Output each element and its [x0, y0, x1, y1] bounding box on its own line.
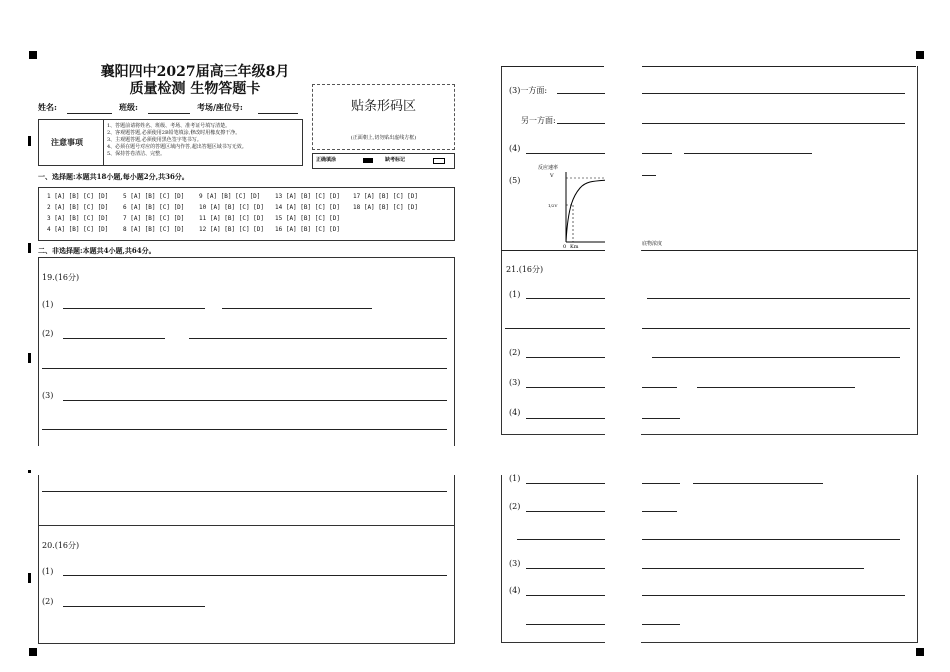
- q20-part4-label: (4): [509, 144, 521, 153]
- notice-item: 2、客观题答题,必须使用2B铅笔填涂,修改时用橡皮擦干净。: [107, 130, 241, 136]
- q21-box: [501, 250, 918, 435]
- notice-items: [107, 123, 247, 158]
- q20-other-answer-line[interactable]: [642, 123, 905, 124]
- graph-km-label: Km: [570, 244, 579, 250]
- q19-part1-answer-line[interactable]: [63, 308, 205, 309]
- q22-part3-answer-line[interactable]: [642, 568, 864, 569]
- q21-divider: [501, 250, 605, 251]
- notice-item: 4、必须在题号对应的答题区域内作答,超出答题区域书写无效。: [107, 144, 247, 150]
- q19-box: [38, 257, 455, 446]
- graph-curve: [566, 180, 608, 242]
- notice-item: 3、主观题答题,必须使用黑色签字笔书写。: [107, 137, 202, 143]
- corner-mark-bottom-right: [916, 648, 924, 656]
- q22-part3-answer-line[interactable]: [526, 568, 605, 569]
- q21-part4-answer-line[interactable]: [526, 418, 605, 419]
- corner-mark-bottom-left: [29, 648, 37, 656]
- q21-part1-answer-line[interactable]: [642, 328, 910, 329]
- q22-part1-answer-line[interactable]: [526, 483, 605, 484]
- title-line-1: 襄阳四中2027届高三年级8月: [100, 64, 290, 80]
- choice-item[interactable]: 9 [A] [B] [C] [D]: [199, 193, 261, 200]
- page-break-gap: [36, 446, 456, 474]
- q22-part4-answer-line[interactable]: [526, 624, 605, 625]
- choice-item[interactable]: 1 [A] [B] [C] [D]: [47, 193, 109, 200]
- q22-part2-answer-line[interactable]: [642, 539, 900, 540]
- room-label: 考场/座位号:: [197, 102, 243, 112]
- missing-mark-label: 缺考标记: [385, 157, 406, 163]
- q19-part2-answer-line[interactable]: [42, 368, 447, 369]
- q22-part2-label: (2): [509, 502, 521, 511]
- q19-part3-answer-line[interactable]: [42, 429, 447, 430]
- q20-part3-answer-line[interactable]: [557, 93, 605, 94]
- side-mark: [28, 353, 31, 363]
- q21-part1-answer-line[interactable]: [647, 298, 910, 299]
- kinetics-graph: [528, 160, 608, 250]
- name-label: 姓名:: [38, 102, 57, 112]
- q22-part4-answer-line[interactable]: [642, 595, 905, 596]
- choice-item[interactable]: 6 [A] [B] [C] [D]: [123, 204, 185, 211]
- q20-other-label: 另一方面:: [521, 116, 556, 125]
- class-label: 班级:: [119, 102, 138, 112]
- class-field[interactable]: [148, 113, 190, 114]
- barcode-note: (正面朝上,切勿贴出虚线方框): [350, 135, 417, 141]
- choice-item[interactable]: 13 [A] [B] [C] [D]: [275, 193, 341, 200]
- side-mark: [28, 136, 31, 146]
- q20-part4-answer-line[interactable]: [642, 153, 672, 154]
- notice-box: [38, 119, 303, 166]
- section2-heading: 二、非选择题:本题共4小题,共64分。: [38, 246, 156, 255]
- room-field[interactable]: [258, 113, 298, 114]
- q22-part1-label: (1): [509, 474, 521, 483]
- q19-title: 19.(16分): [42, 273, 80, 282]
- q20-part4-answer-line[interactable]: [684, 153, 812, 154]
- q20-part2-answer-line[interactable]: [63, 606, 205, 607]
- q21-part4-label: (4): [509, 408, 521, 417]
- side-mark: [28, 470, 31, 473]
- corner-mark-top-right: [916, 51, 924, 59]
- q21-part3-answer-line[interactable]: [697, 387, 855, 388]
- q21-part1-answer-line[interactable]: [526, 298, 605, 299]
- q21-part3-answer-line[interactable]: [642, 387, 677, 388]
- name-field[interactable]: [67, 113, 112, 114]
- choice-item[interactable]: 5 [A] [B] [C] [D]: [123, 193, 185, 200]
- section1-heading: 一、选择题:本题共18小题,每小题2分,共36分。: [38, 172, 189, 181]
- q19-part1-answer-line[interactable]: [222, 308, 372, 309]
- graph-vmax-label: V: [550, 173, 554, 179]
- q22-part4-label: (4): [509, 586, 521, 595]
- q22-part2-answer-line[interactable]: [526, 511, 605, 512]
- q20-part1-answer-line[interactable]: [63, 575, 447, 576]
- fill-example-box: [312, 153, 455, 169]
- q21-part2-answer-line[interactable]: [652, 357, 900, 358]
- graph-origin-label: 0: [563, 244, 567, 250]
- title-line-2: 质量检测 生物答题卡: [129, 81, 261, 97]
- q20-other-answer-line[interactable]: [557, 123, 605, 124]
- choice-item[interactable]: 3 [A] [B] [C] [D]: [47, 215, 109, 222]
- q21-part3-answer-line[interactable]: [526, 387, 605, 388]
- q21-part2-answer-line[interactable]: [526, 357, 605, 358]
- q21-part1-answer-line[interactable]: [505, 328, 605, 329]
- q20-part5-answer-line[interactable]: [642, 175, 656, 176]
- q20-part3-answer-line[interactable]: [642, 93, 905, 94]
- side-mark: [28, 573, 31, 583]
- q21-part2-label: (2): [509, 348, 521, 357]
- side-mark: [28, 243, 31, 253]
- choice-item[interactable]: 16 [A] [B] [C] [D]: [275, 226, 341, 233]
- corner-mark-top-left: [29, 51, 37, 59]
- barcode-area: [312, 84, 455, 150]
- q22-part4-answer-line[interactable]: [526, 595, 605, 596]
- q20-title: 20.(16分): [42, 541, 80, 550]
- q19-continued-box: [38, 475, 455, 525]
- choice-item[interactable]: 17 [A] [B] [C] [D]: [353, 193, 419, 200]
- q22-box: [501, 475, 918, 643]
- q19-part1-label: (1): [42, 300, 54, 309]
- notice-item: 1、答题前请将姓名、班级、考场、准考证号填写清楚。: [107, 123, 231, 129]
- choice-item[interactable]: 8 [A] [B] [C] [D]: [123, 226, 185, 233]
- choice-item[interactable]: 4 [A] [B] [C] [D]: [47, 226, 109, 233]
- q19-part2-label: (2): [42, 329, 54, 338]
- q19-part3-answer-line[interactable]: [42, 491, 447, 492]
- notice-label: 注意事项: [51, 137, 83, 147]
- correct-fill-swatch: [363, 158, 373, 163]
- column-gap: [605, 60, 641, 660]
- q22-part1-answer-line[interactable]: [693, 483, 823, 484]
- q21-part3-label: (3): [509, 378, 521, 387]
- notice-item: 5、保持答卷清洁、完整。: [107, 151, 166, 157]
- choice-item[interactable]: 18 [A] [B] [C] [D]: [353, 204, 419, 211]
- choice-item[interactable]: 11 [A] [B] [C] [D]: [199, 215, 265, 222]
- q22-part4-answer-line[interactable]: [642, 624, 680, 625]
- right-col-top-edge: [642, 66, 916, 67]
- q20-part2-label: (2): [42, 597, 54, 606]
- q20-part5-label: (5): [509, 176, 521, 185]
- q20-part1-label: (1): [42, 567, 54, 576]
- graph-xlabel: 底物浓度: [642, 241, 663, 247]
- q19-part3-answer-line[interactable]: [63, 400, 447, 401]
- q19-part2-answer-line[interactable]: [189, 338, 447, 339]
- choice-item[interactable]: 15 [A] [B] [C] [D]: [275, 215, 341, 222]
- q22-part2-answer-line[interactable]: [642, 511, 677, 512]
- q22-part3-label: (3): [509, 559, 521, 568]
- choice-item[interactable]: 14 [A] [B] [C] [D]: [275, 204, 341, 211]
- correct-fill-label: 正确填涂: [316, 157, 337, 163]
- q19-part2-answer-line[interactable]: [63, 338, 165, 339]
- q21-title: 21.(16分): [506, 265, 544, 274]
- barcode-title: 贴条形码区: [350, 99, 416, 114]
- q22-part1-answer-line[interactable]: [642, 483, 680, 484]
- choice-item[interactable]: 2 [A] [B] [C] [D]: [47, 204, 109, 211]
- missing-mark-box[interactable]: [433, 158, 445, 164]
- choice-item[interactable]: 10 [A] [B] [C] [D]: [199, 204, 265, 211]
- choice-item[interactable]: 12 [A] [B] [C] [D]: [199, 226, 265, 233]
- page-break-gap: [498, 435, 919, 474]
- graph-ylabel: 反应速率: [538, 165, 559, 171]
- q19-part3-label: (3): [42, 391, 54, 400]
- q21-divider: [642, 250, 916, 251]
- q21-part4-answer-line[interactable]: [642, 418, 680, 419]
- q20-part4-answer-line[interactable]: [526, 153, 605, 154]
- graph-half-label: 1/2V: [548, 203, 558, 208]
- q20-part3-label: (3)一方面:: [509, 86, 548, 95]
- choice-item[interactable]: 7 [A] [B] [C] [D]: [123, 215, 185, 222]
- q21-part1-label: (1): [509, 290, 521, 299]
- q20-box: [38, 525, 455, 644]
- right-col-top-edge: [501, 66, 604, 67]
- q22-part2-answer-line[interactable]: [517, 539, 605, 540]
